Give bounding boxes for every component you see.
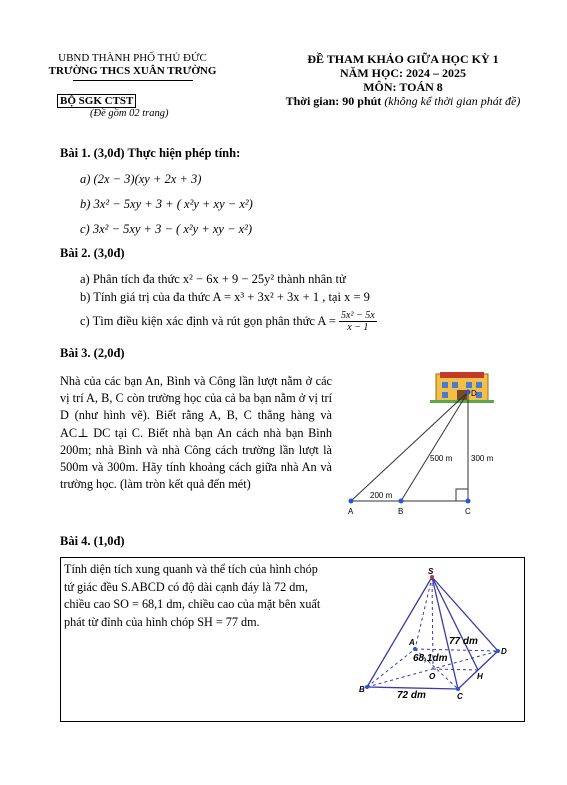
bai1-title: Bài 1. (3,0đ) Thực hiện phép tính: <box>60 146 241 160</box>
school-name: TRƯỜNG THCS XUÂN TRƯỜNG <box>48 65 217 77</box>
edge-ab <box>367 649 415 687</box>
bai2-title: Bài 2. (3,0đ) <box>60 246 125 260</box>
label-a: A <box>409 638 415 647</box>
edge-sa-hidden <box>415 577 432 649</box>
bai4-text: Tính diện tích xung quanh và thể tích của hình chóp tứ giác đều S.ABCD có độ dài cạnh đáy là 72 dm, chiều cao SO = 68,1 dm, chiều cao của mặt bên xuất phát từ đỉnh của hình chóp SH = 77 dm. <box>64 562 321 629</box>
label-h: H <box>477 672 483 681</box>
bai1-c: c) 3x² − 5xy + 3 − ( x²y + xy − x²) <box>80 222 253 236</box>
time-line <box>248 94 558 108</box>
label-b: B <box>359 685 365 694</box>
edge-sc <box>432 577 458 689</box>
length-cd: 300 m <box>471 454 494 463</box>
label-o: O <box>429 672 436 681</box>
bai3-title: Bài 3. (2,0đ) <box>60 346 125 360</box>
point-d <box>466 390 471 395</box>
header-left <box>30 52 235 81</box>
point-c <box>456 687 460 691</box>
label-c: C <box>457 692 463 701</box>
pages-note: (Đề gồm 02 trang) <box>90 108 169 119</box>
bai2-a: a) Phân tích đa thức x² − 6x + 9 − 25y² thành nhân tử <box>80 272 346 286</box>
point-b <box>365 685 369 689</box>
segment-oh <box>433 669 478 670</box>
bai4-title: Bài 4. (1,0đ) <box>60 534 125 548</box>
header-rule <box>73 80 193 81</box>
length-so: 68,1dm <box>413 653 448 664</box>
bai4-figure <box>355 565 520 705</box>
subject: MÔN: TOÁN 8 <box>363 80 443 94</box>
point-a <box>349 499 354 504</box>
length-bd: 500 m <box>430 454 453 463</box>
point-a <box>413 647 417 651</box>
bai1-a: a) (2x − 3)(xy + 2x + 3) <box>80 172 202 186</box>
bai3-figure <box>340 370 500 520</box>
fraction-numerator: 5x² − 5x <box>341 310 375 321</box>
exam-title: ĐỀ THAM KHẢO GIỮA HỌC KỲ 1 <box>307 52 499 66</box>
school-building-icon <box>430 372 494 403</box>
header-right <box>248 52 558 108</box>
label-c: C <box>465 507 471 516</box>
segment-bd <box>401 392 468 501</box>
segment-ad <box>351 392 468 501</box>
right-angle-mark <box>456 489 468 501</box>
fraction-denominator: x − 1 <box>347 322 369 333</box>
bai2-b: b) Tính giá trị của đa thức A = x³ + 3x² + 3x + 1 , tại x = 9 <box>80 290 370 304</box>
edge-ad <box>415 649 498 651</box>
edge-bc <box>367 687 458 689</box>
label-b: B <box>398 507 404 516</box>
point-d <box>496 649 500 653</box>
edge-sa <box>367 577 432 687</box>
book-series-label: BỘ SGK CTST <box>57 94 136 108</box>
label-d: D <box>471 389 477 398</box>
fraction <box>339 310 377 333</box>
bai2-c-text: c) Tìm điều kiện xác định và rút gọn phân thức A = <box>80 314 336 328</box>
length-ab: 200 m <box>370 491 393 500</box>
time-label: Thời gian: 90 phút <box>285 94 382 108</box>
length-bc: 72 dm <box>397 690 426 701</box>
label-a: A <box>348 507 354 516</box>
school-year: NĂM HỌC: 2024 – 2025 <box>340 66 466 80</box>
bai1-b: b) 3x² − 5xy + 3 + ( x²y + xy − x²) <box>80 197 253 211</box>
label-d: D <box>501 647 507 656</box>
point-c <box>466 499 471 504</box>
bai2-c <box>80 310 377 333</box>
time-note: (không kể thời gian phát đề) <box>384 94 521 108</box>
length-sh: 77 dm <box>449 636 478 647</box>
dept-name: UBND THÀNH PHỐ THỦ ĐỨC <box>58 52 207 64</box>
bai3-text: Nhà của các bạn An, Bình và Công lần lượt nằm ở các vị trí A, B, C còn trường học của cả ba bạn nằm ở vị trí D (như hình vẽ). Biết rằng A, B, C thẳng hàng và AC⊥ DC tại C. Biết nhà bạn An cách nhà bạn Bình 200m; nhà Bình và nhà Công cách trường lần lượt là 500m và 300m. Hãy tính khoảng cách giữa nhà An và trường học. (làm tròn kết quả đến mét) <box>60 374 332 492</box>
label-s: S <box>428 567 434 576</box>
point-b <box>399 499 404 504</box>
